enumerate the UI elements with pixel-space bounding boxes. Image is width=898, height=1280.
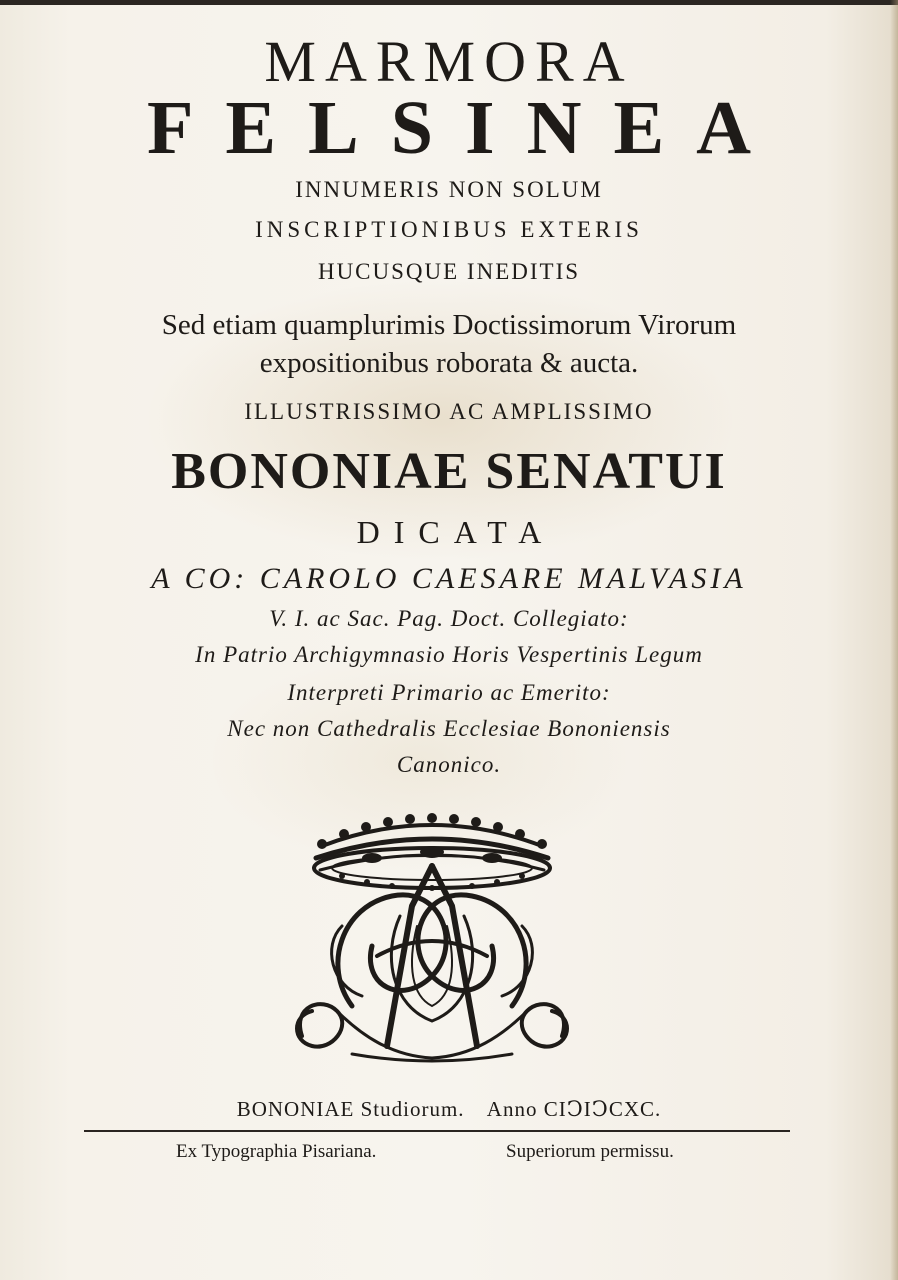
title-line-1: MARMORA bbox=[264, 29, 634, 94]
horizontal-rule bbox=[84, 1130, 790, 1132]
imprint-place: BONONIAE Studiorum. bbox=[236, 1097, 465, 1121]
imprint-year: Anno CIↃIↃCXC. bbox=[486, 1097, 662, 1121]
printer-name: Ex Typographia Pisariana. bbox=[176, 1141, 377, 1162]
dedication-line-2: BONONIAE SENATUI bbox=[171, 443, 727, 500]
page-top-edge bbox=[0, 0, 898, 5]
author-line-5: Nec non Cathedralis Ecclesiae Bononiensis bbox=[227, 716, 671, 741]
author-line-4: Interpreti Primario ac Emerito: bbox=[287, 680, 611, 705]
title-line-2: FELSINEA bbox=[146, 86, 784, 170]
dedication-line-1: ILLUSTRISSIMO AC AMPLISSIMO bbox=[244, 399, 654, 424]
author-line-2: V. I. ac Sac. Pag. Doct. Collegiato: bbox=[269, 606, 629, 631]
subtitle-line-1: INNUMERIS NON SOLUM bbox=[295, 177, 603, 202]
author-line-1: A CO: CAROLO CAESARE MALVASIA bbox=[151, 562, 747, 595]
dedication-line-3: DICATA bbox=[356, 514, 556, 550]
subtitle-line-4: Sed etiam quamplurimis Doctissimorum Virorum bbox=[161, 309, 737, 341]
subtitle-line-2: INSCRIPTIONIBUS EXTERIS bbox=[255, 217, 643, 242]
author-line-3: In Patrio Archigymnasio Horis Vespertinis Legum bbox=[195, 642, 703, 667]
subtitle-line-5: expositionibus roborata & aucta. bbox=[259, 347, 639, 379]
imprint-line bbox=[0, 1096, 898, 1122]
author-line-6: Canonico. bbox=[396, 752, 502, 777]
crowned-monogram-icon bbox=[282, 806, 582, 1076]
subtitle-line-3: HUCUSQUE INEDITIS bbox=[317, 259, 581, 284]
permission-note: Superiorum permissu. bbox=[506, 1141, 674, 1162]
